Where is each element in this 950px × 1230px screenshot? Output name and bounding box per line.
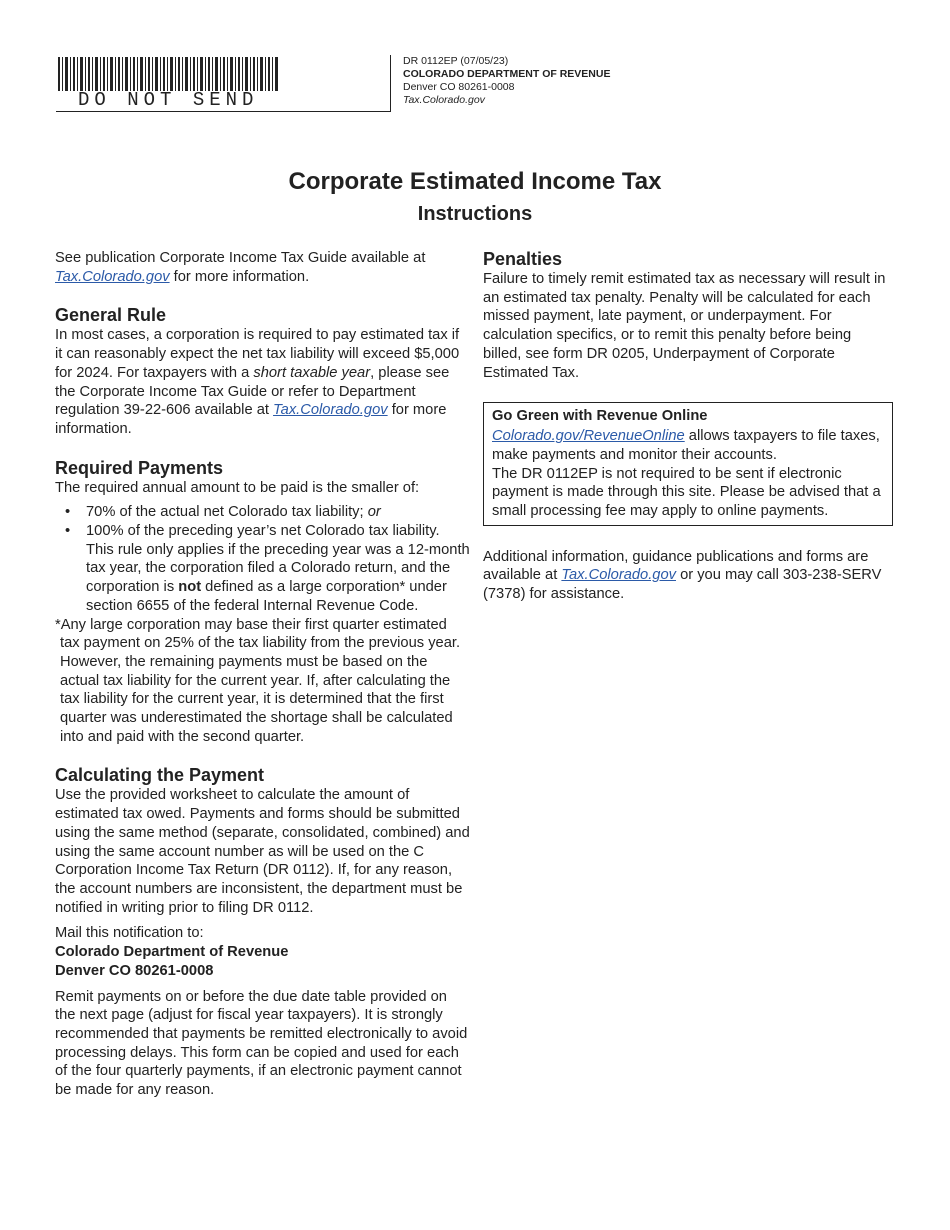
general-rule-section bbox=[55, 305, 470, 438]
mail-name: Colorado Department of Revenue bbox=[55, 944, 289, 961]
go-green-text: Colorado.gov/RevenueOnline allows taxpayers to file taxes, make payments and monitor their accounts. bbox=[492, 428, 880, 463]
general-rule-text: In most cases, a corporation is required to pay estimated tax if it can reasonably expect the net tax liability will exceed $5,000 for 2024. For taxpayers with a short taxable year, please see the Corporate Income Tax Guide or refer to Department regulation 39-22-606 available at Tax.Colorado.gov for more information. bbox=[55, 327, 460, 437]
form-id: DR 0112EP (07/05/23) bbox=[403, 55, 509, 67]
right-column bbox=[483, 249, 893, 604]
department-address: Denver CO 80261-0008 bbox=[403, 81, 515, 93]
list-item: • 70% of the actual net Colorado tax liability; or bbox=[86, 503, 470, 522]
additional-info: Additional information, guidance publications and forms are available at Tax.Colorado.gov or you may call 303-238-SERV (7378) for assistance. bbox=[483, 548, 882, 603]
remit-text: Remit payments on or before the due date table provided on the next page (adjust for fiscal year taxpayers). It is strongly recommended that payments be remitted electronically to avoid processing delays. This form can be copied and used for each of the four quarterly payments, if an electronic payment cannot be made for any reason. bbox=[55, 988, 468, 1099]
page-subtitle: Instructions bbox=[417, 203, 533, 225]
required-payments-list bbox=[55, 503, 470, 615]
tax-colorado-link[interactable]: Tax.Colorado.gov bbox=[273, 402, 388, 419]
calculating-text: Use the provided worksheet to calculate the amount of estimated tax owed. Payments and forms should be submitted using the same method (separate, consolidated, combined) and using the same account number as will be used on the C Corporation Income Tax Return (DR 0112). If, for any reason, the account numbers are inconsistent, the department must be notified in writing prior to filing DR 0112. bbox=[55, 787, 470, 916]
barcode-icon bbox=[58, 57, 278, 91]
required-payments-section bbox=[55, 458, 470, 747]
left-column bbox=[55, 249, 470, 1100]
required-payments-heading: Required Payments bbox=[55, 457, 224, 478]
tax-colorado-link[interactable]: Tax.Colorado.gov bbox=[561, 567, 676, 584]
mail-label: Mail this notification to: bbox=[55, 925, 204, 942]
department-website: Tax.Colorado.gov bbox=[403, 94, 485, 106]
department-name: COLORADO DEPARTMENT OF REVENUE bbox=[403, 68, 611, 80]
calculating-section bbox=[55, 765, 470, 1099]
penalties-text: Failure to timely remit estimated tax as necessary will result in an estimated tax penalty. Penalty will be calculated for each missed payment, late payment, or underpayment. For calculation specifics, or to remit this penalty before being billed, see form DR 0205, Underpayment of Corporate Estimated Tax. bbox=[483, 271, 886, 381]
penalties-section bbox=[483, 249, 893, 382]
required-payments-intro: The required annual amount to be paid is the smaller of: bbox=[55, 479, 420, 496]
large-corporation-note: *Any large corporation may base their first quarter estimated tax payment on 25% of the tax liability from the previous year. However, the remaining payments must be based on the actual tax liability for the current year. If, after calculating the tax liability for the current year, it is determined that the first quarter was underestimated the shortage shall be calculated into and paid with the second quarter. bbox=[55, 616, 461, 745]
barcode-box bbox=[56, 55, 391, 112]
form-info bbox=[403, 55, 610, 107]
page-title: Corporate Estimated Income Tax bbox=[288, 168, 662, 195]
go-green-box bbox=[483, 402, 893, 526]
calculating-heading: Calculating the Payment bbox=[55, 765, 265, 786]
revenue-online-link[interactable]: Colorado.gov/RevenueOnline bbox=[492, 428, 685, 445]
mail-city: Denver CO 80261-0008 bbox=[55, 962, 214, 979]
tax-colorado-link[interactable]: Tax.Colorado.gov bbox=[55, 268, 170, 285]
intro-paragraph: See publication Corporate Income Tax Guide available at Tax.Colorado.gov for more information. bbox=[55, 250, 426, 285]
go-green-heading: Go Green with Revenue Online bbox=[492, 408, 708, 425]
penalties-heading: Penalties bbox=[483, 249, 563, 269]
go-green-note: The DR 0112EP is not required to be sent if electronic payment is made through this site. Please be advised that a small processing fee may apply to online payments. bbox=[492, 465, 881, 520]
general-rule-heading: General Rule bbox=[55, 305, 167, 326]
barcode-label: DO NOT SEND bbox=[78, 89, 259, 111]
list-item: • 100% of the preceding year’s net Colorado tax liability. This rule only applies if the preceding year was a 12-month tax year, the corporation filed a Colorado return, and the corporation is not defined as a large corporation* under section 6655 of the federal Internal Revenue Code. bbox=[86, 522, 470, 616]
form-header bbox=[56, 55, 936, 115]
